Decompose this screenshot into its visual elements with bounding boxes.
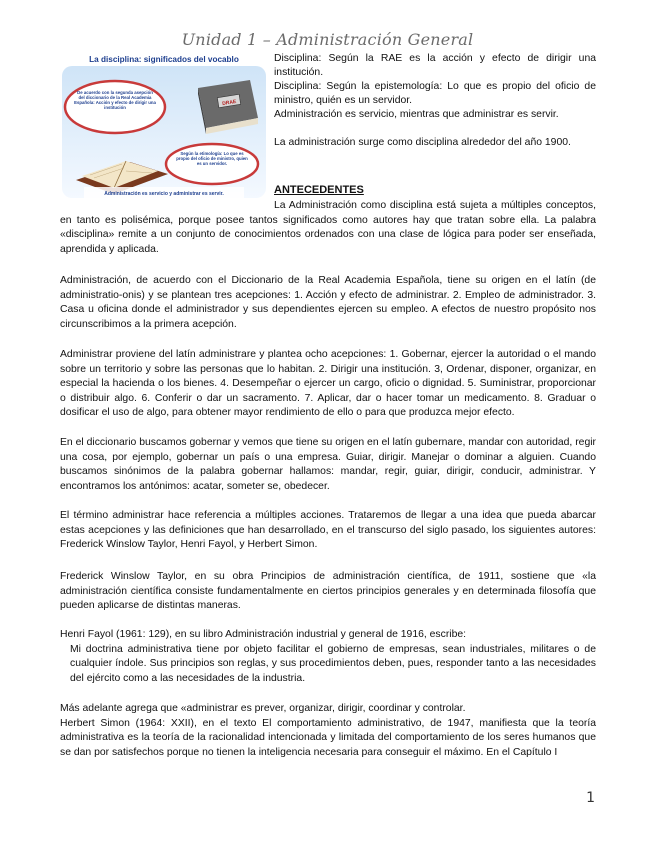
paragraph-text: Administrar proviene del latín administrare y plantea ocho acepciones: 1. Gobernar, ejercer la autoridad o el mando sobre un territorio y sobre las personas que lo habitan. 2. Dirigir una institución. 3, Ordenar, disponer, organizar, en especial la hacienda o los bienes. 4. Desempeñar o ejercer un cargo, oficio o dignidad. 5. Suministrar, proporcionar o distribuir algo. 6. Conferir o dar un sacramento. 7. Aplicar, dar o hacer tomar un medicamento. 8. Graduar o dosificar el uso de algo, para obtener mayor rendimiento de ello o para que produzca mejor efecto.	[60, 349, 596, 419]
definition-rae: Disciplina: Según la RAE es la acción y efecto de dirigir una institución.	[274, 53, 596, 78]
origin-statement: La administración surge como disciplina alrededor del año 1900.	[274, 137, 571, 148]
paragraph-text: Herbert Simon (1964: XXII), en el texto El comportamiento administrativo, de 1947, manifiesta que la teoría administrativa es la teoría de la racionalidad intencionada y limitada del comportamiento de los seres humanos que se dan por satisfechos porque no tienen la inteligencia necesaria para conseguir el máximo. En el Capítulo I	[60, 717, 596, 758]
left-bubble-text: De acuerdo con la segunda asepción del diccionario de la Real Academia Española: Acción y efecto de dirigir una institución	[74, 90, 156, 110]
paragraph-authors	[60, 509, 596, 553]
book-label: DRAE	[221, 98, 237, 108]
paragraph-intro	[60, 199, 596, 257]
definition-service: Administración es servicio, mientras que administrar es servir.	[274, 109, 559, 120]
definition-epistemology: Disciplina: Según la epistemología: Lo que es propio del oficio de ministro, quién es un servidor.	[274, 81, 596, 106]
page-number: 1	[586, 790, 595, 806]
paragraph-text: El término administrar hace referencia a múltiples acciones. Trataremos de llegar a una idea que pueda abarcar estas acepciones y las definiciones que han desarrollado, en el transcurso del siglo pasado, los siguientes autores: Frederick Winslow Taylor, Henri Fayol, y Herbert Simon.	[60, 510, 596, 551]
paragraph-gobernar	[60, 436, 596, 494]
paragraph-text: Henri Fayol (1961: 129), en su libro Administración industrial y general de 1916, escribe:	[60, 629, 467, 640]
paragraph-text: La Administración como disciplina está sujeta a múltiples conceptos, en tanto es polisémica, porque posee tantos significados como autores hay que tratan sobre ella. La palabra «disciplina» remite a un conjunto de conocimientos ordenados con una clase de lógica para poder ser enseñada, aprendida y aplicada.	[60, 200, 596, 255]
paragraph-text: En el diccionario buscamos gobernar y vemos que tiene su origen en el latín gubernare, mandar con autoridad, regir una cosa, por ejemplo, gobernar un país o una empresa. Guiar, dirigir. Manejar o dominar a alguien. Cuando buscamos sinónimos de la palabra gobernar hallamos: mandar, regir, guiar, dirigir, conducir, administrar. Y encontramos los antónimos: acatar, someter se, obedecer.	[60, 437, 596, 492]
paragraph-fayol	[60, 628, 596, 686]
fayol-quote: Mi doctrina administrativa tiene por objeto facilitar el gobierno de empresas, sean industriales, militares o de cualquier índole. Sus principios son reglas, y sus procedimientos deben, pues, responder tanto a las necesidades del ejército como a las necesidades de la industria.	[70, 643, 596, 684]
page-title: Unidad 1 – Administración General	[181, 30, 474, 49]
figure-title: La disciplina: significados del vocablo	[89, 55, 239, 64]
paragraph-simon	[60, 702, 596, 760]
paragraph-text: Frederick Winslow Taylor, en su obra Principios de administración científica, de 1911, sostiene que «la administración científica consiste fundamentalmente en ciertos principios generales y en determinada filosofía que pueden aplicarse de distintas maneras.	[60, 571, 596, 612]
paragraph-administrar	[60, 348, 596, 421]
paragraph-administracion	[60, 274, 596, 332]
section-heading: ANTECEDENTES	[274, 184, 364, 196]
right-column	[274, 52, 596, 150]
figure-footer: Administración es servicio y administrar es servir.	[104, 191, 224, 197]
discipline-meanings-figure	[60, 52, 268, 200]
paragraph-text: Administración, de acuerdo con el Diccionario de la Real Academia Española, tiene su origen en el latín (de administratio-onis) y se plantean tres acepciones: 1. Acción y efecto de administrar. 2. Empleo de administrador. 3. Casa u oficina donde el administrador y sus dependientes ejercen su empleo. A efectos de nuestro propósito nos circunscribimos a la primera acepción.	[60, 275, 596, 330]
paragraph-taylor	[60, 570, 596, 614]
paragraph-text: Más adelante agrega que «administrar es prever, organizar, dirigir, coordinar y controlar.	[60, 703, 466, 714]
right-bubble-text: Según la etimología: Lo que es propio del oficio de ministro, quien es un servidor.	[176, 151, 248, 166]
